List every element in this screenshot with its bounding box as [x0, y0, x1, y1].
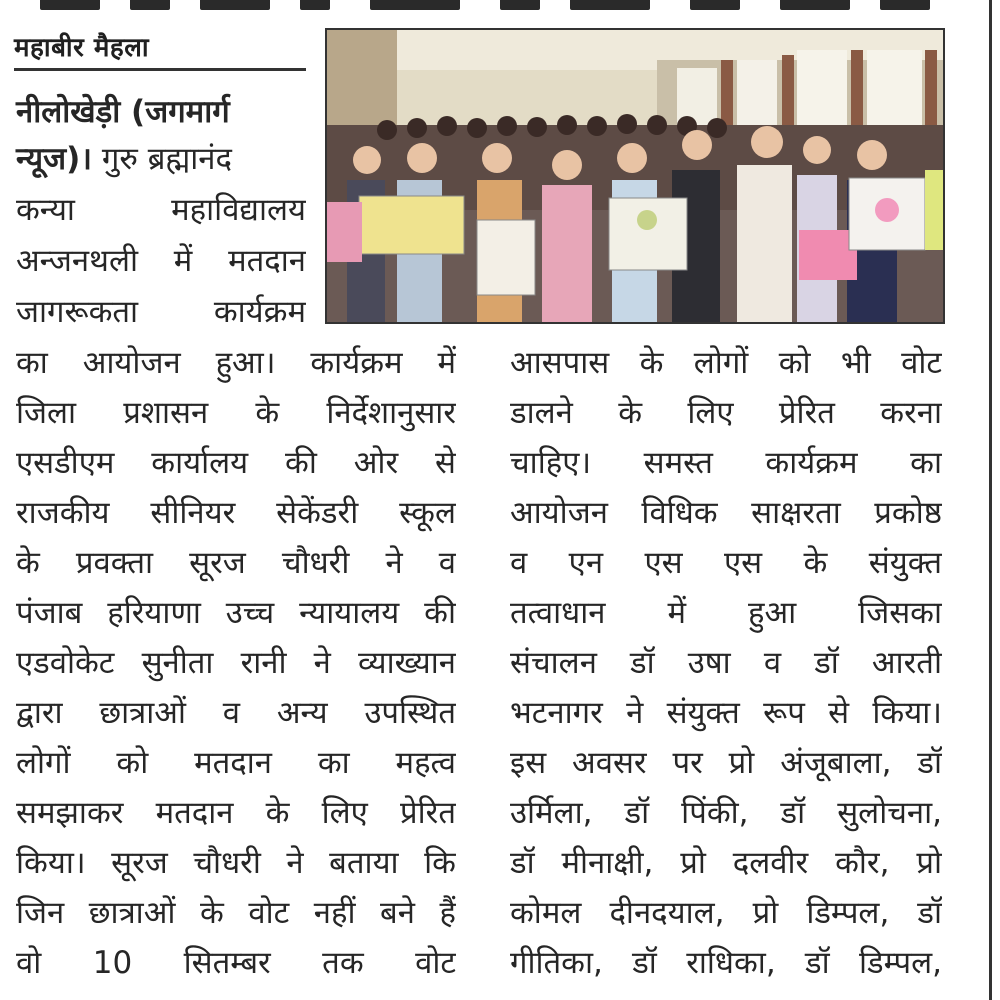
paragraph-line: राजकीय सीनियर सेकेंडरी स्कूल	[16, 495, 456, 531]
paragraph-line: गीतिका, डॉ राधिका, डॉ डिम्पल,	[510, 945, 942, 981]
paragraph-line: वो 10 सितम्बर तक वोट	[16, 945, 456, 981]
paragraph-line: इस अवसर पर प्रो अंजूबाला, डॉ	[510, 745, 942, 781]
paragraph-line: आसपास के लोगों को भी वोट	[510, 345, 942, 381]
paragraph-line: संचालन डॉ उषा व डॉ आरती	[510, 645, 942, 681]
event-photo	[325, 28, 945, 324]
paragraph-line: आयोजन विधिक साक्षरता प्रकोष्ठ	[510, 495, 942, 531]
paragraph-line: डॉ मीनाक्षी, प्रो दलवीर कौर, प्रो	[510, 845, 942, 881]
paragraph-line: लोगों को मतदान का महत्व	[16, 745, 456, 781]
paragraph-line: कन्या महाविद्यालय	[16, 192, 306, 228]
paragraph-line: डालने के लिए प्रेरित करना	[510, 395, 942, 431]
paragraph-line: जिन छात्राओं के वोट नहीं बने हैं	[16, 895, 456, 931]
lead-source: न्यूज)।	[16, 141, 93, 177]
cropped-headline-strip	[0, 0, 1000, 14]
paragraph-line: तत्वाधान में हुआ जिसका	[510, 595, 942, 631]
paragraph-line: व एन एस एस के संयुक्त	[510, 545, 942, 581]
paragraph-line: चाहिए। समस्त कार्यक्रम का	[510, 445, 942, 481]
paragraph-line: किया। सूरज चौधरी ने बताया कि	[16, 845, 456, 881]
column-rule	[989, 0, 992, 1000]
paragraph-line: समझाकर मतदान के लिए प्रेरित	[16, 795, 456, 831]
paragraph-line: अन्जनथली में मतदान	[16, 243, 306, 279]
paragraph-line: का आयोजन हुआ। कार्यक्रम में	[16, 345, 456, 381]
paragraph-line: जिला प्रशासन के निर्देशानुसार	[16, 395, 456, 431]
paragraph-line: उर्मिला, डॉ पिंकी, डॉ सुलोचना,	[510, 795, 942, 831]
byline: महाबीर मैहला	[14, 33, 150, 63]
paragraph-line: द्वारा छात्राओं व अन्य उपस्थित	[16, 695, 456, 731]
paragraph-line: एसडीएम कार्यालय की ओर से	[16, 445, 456, 481]
lead-line-1: नीलोखेड़ी (जगमार्ग	[16, 94, 230, 130]
paragraph-line: के प्रवक्ता सूरज चौधरी ने व	[16, 545, 456, 581]
paragraph-line: एडवोकेट सुनीता रानी ने व्याख्यान	[16, 645, 456, 681]
paragraph-line: पंजाब हरियाणा उच्च न्यायालय की	[16, 595, 456, 631]
paragraph-line: जागरूकता कार्यक्रम	[16, 294, 306, 330]
paragraph-line: कोमल दीनदयाल, प्रो डिम्पल, डॉ	[510, 895, 942, 931]
lead-rest: गुरु ब्रह्मानंद	[101, 141, 232, 177]
byline-underline	[14, 68, 306, 71]
paragraph-line: भटनागर ने संयुक्त रूप से किया।	[510, 695, 942, 731]
lead-line-2	[16, 139, 308, 179]
